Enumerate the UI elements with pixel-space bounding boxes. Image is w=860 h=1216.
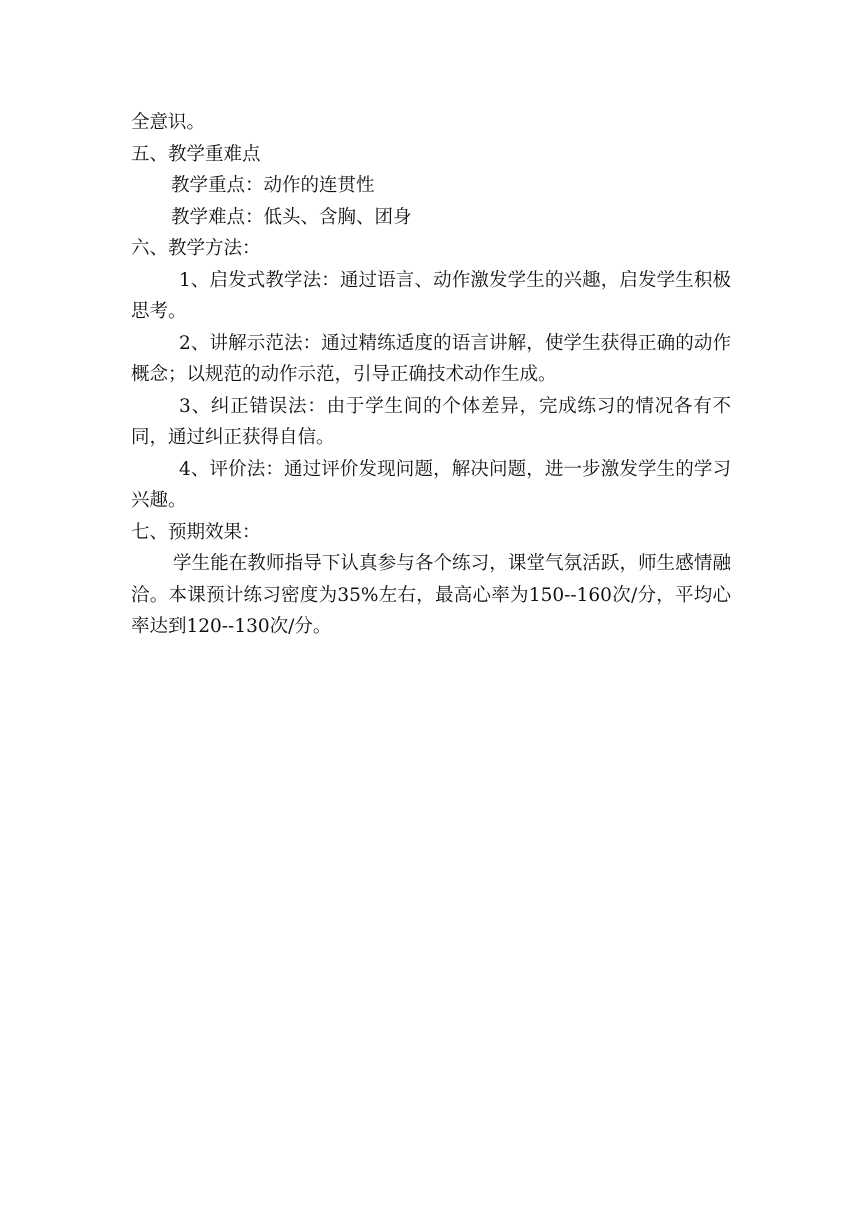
method-item-2: 2、讲解示范法：通过精练适度的语言讲解，使学生获得正确的动作概念；以规范的动作示范，引导正确技术动作生成。: [131, 332, 731, 385]
section-heading-6: 六、教学方法：: [131, 238, 261, 259]
method-item-3: 3、纠正错误法：由于学生间的个体差异，完成练习的情况各有不同，通过纠正获得自信。: [131, 395, 731, 448]
method-item-1: 1、启发式教学法：通过语言、动作激发学生的兴趣，启发学生积极思考。: [131, 269, 731, 322]
section-heading-7: 七、预期效果：: [131, 521, 261, 543]
expected-effect-paragraph: 学生能在教师指导下认真参与各个练习，课堂气氛活跃，师生感情融洽。本课预计练习密度为35%左右，最高心率为150--160次/分，平均心率达到120--130次/分。: [131, 553, 731, 637]
carry-over-text: 全意识。: [131, 112, 206, 133]
difficult-point-line: 教学难点：低头、含胸、团身: [171, 206, 412, 228]
document-body: [131, 107, 731, 643]
section-heading-5: 五、教学重难点: [131, 143, 261, 165]
key-point-line: 教学重点：动作的连贯性: [171, 175, 375, 196]
method-item-4: 4、评价法：通过评价发现问题，解决问题，进一步激发学生的学习兴趣。: [131, 458, 731, 511]
